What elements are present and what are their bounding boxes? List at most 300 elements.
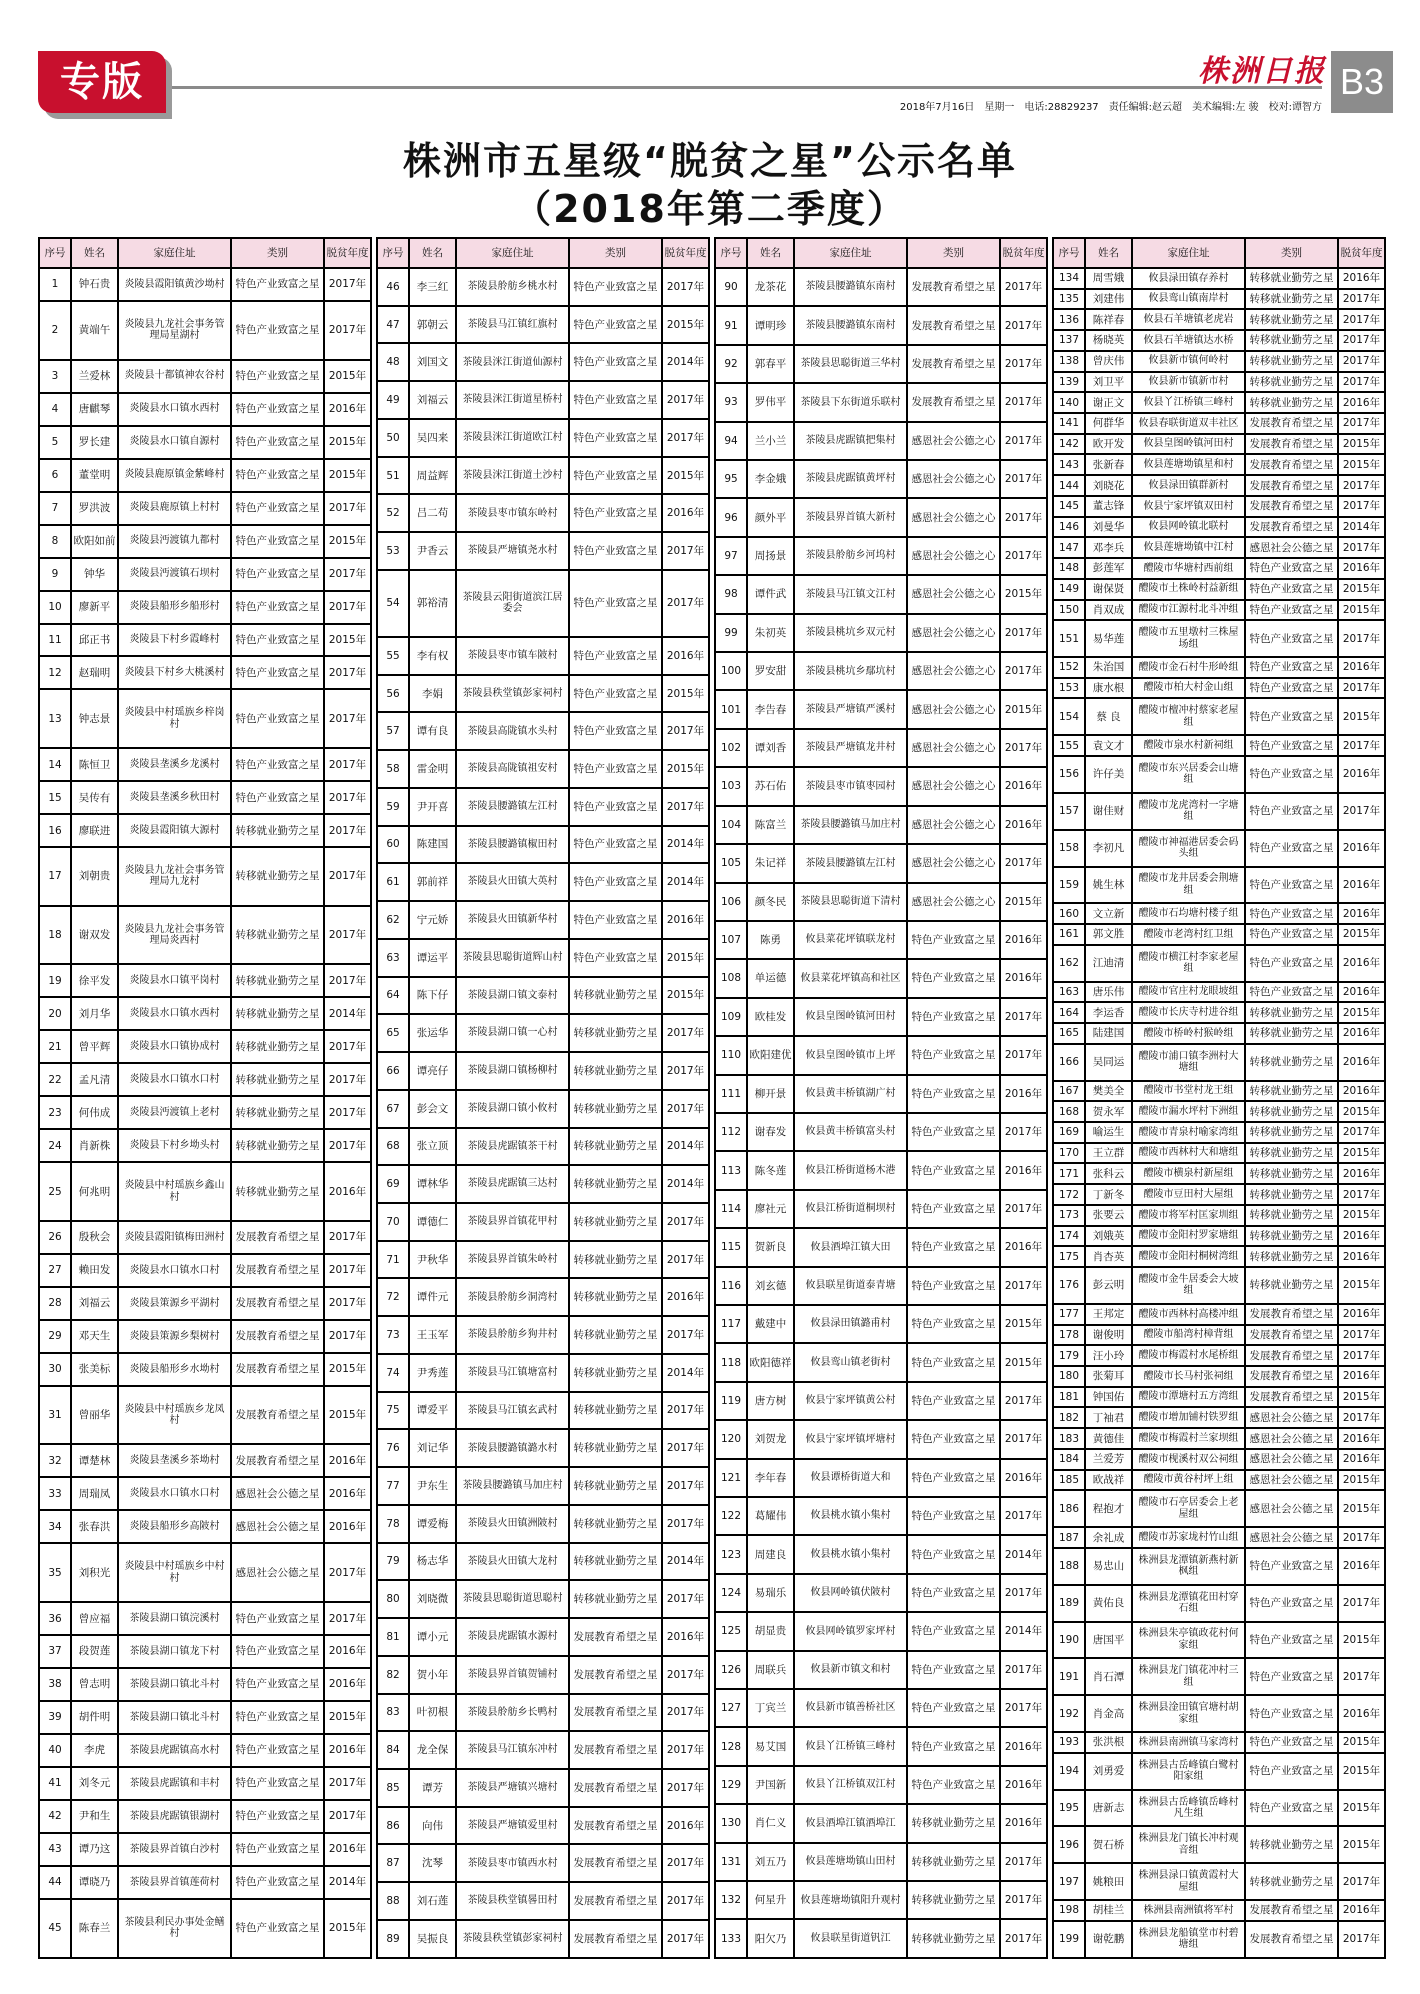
cell-seq: 145 [1053, 496, 1085, 517]
cell-category: 转移就业勤劳之星 [569, 1316, 662, 1354]
cell-seq: 113 [715, 1151, 747, 1189]
cell-seq: 67 [377, 1090, 409, 1128]
section-badge: 专版 [38, 51, 166, 113]
cell-name: 刘积光 [71, 1543, 118, 1602]
cell-year: 2017年 [324, 1096, 371, 1129]
cell-name: 李初凡 [1085, 830, 1132, 867]
cell-name: 丁新冬 [1085, 1184, 1132, 1205]
cell-name: 张运华 [409, 1014, 456, 1052]
cell-name: 何群华 [1085, 413, 1132, 434]
cell-name: 谭明珍 [747, 306, 794, 344]
cell-seq: 19 [39, 964, 71, 997]
cell-address: 炎陵县霞阳镇黄沙坳村 [118, 268, 231, 301]
cell-year: 2017年 [662, 1882, 709, 1920]
cell-seq: 105 [715, 844, 747, 882]
cell-category: 转移就业勤劳之星 [569, 1052, 662, 1090]
cell-year: 2017年 [324, 301, 371, 360]
cell-name: 徐平发 [71, 964, 118, 997]
cell-name: 唐国平 [1085, 1622, 1132, 1659]
cell-year: 2017年 [1000, 1881, 1047, 1919]
cell-seq: 64 [377, 977, 409, 1015]
cell-address: 茶陵县湖口镇北斗村 [118, 1668, 231, 1701]
cell-year: 2014年 [662, 1128, 709, 1166]
table-row [1053, 1267, 1385, 1304]
table-row [1053, 1387, 1385, 1408]
cell-address: 醴陵市将军村匡家圳组 [1132, 1205, 1245, 1226]
cell-name: 郭裕清 [409, 570, 456, 637]
cell-name: 李年春 [747, 1459, 794, 1497]
cell-seq: 29 [39, 1320, 71, 1353]
cell-year: 2017年 [1000, 498, 1047, 536]
cell-category: 特色产业致富之星 [907, 1535, 1000, 1573]
cell-category: 特色产业致富之星 [231, 656, 324, 689]
cell-year: 2017年 [1338, 735, 1385, 756]
cell-year: 2016年 [324, 1668, 371, 1701]
cell-address: 炎陵县下村乡大桃溪村 [118, 656, 231, 689]
cell-name: 胡桂兰 [1085, 1900, 1132, 1921]
table-row [715, 1497, 1047, 1535]
cell-year: 2017年 [1000, 537, 1047, 575]
cell-year: 2017年 [1338, 793, 1385, 830]
cell-seq: 60 [377, 826, 409, 864]
cell-address: 茶陵县湖口镇浣溪村 [118, 1602, 231, 1635]
cell-name: 张新春 [1085, 454, 1132, 475]
cell-category: 转移就业勤劳之星 [1245, 1267, 1338, 1304]
column-header-year: 脱贫年度 [324, 238, 371, 268]
cell-name: 李三红 [409, 268, 456, 306]
cell-name: 兰爱芳 [1085, 1449, 1132, 1470]
cell-category: 发展教育希望之星 [907, 268, 1000, 306]
cell-category: 感恩社会公德之心 [907, 652, 1000, 690]
cell-category: 特色产业致富之星 [231, 393, 324, 426]
cell-year: 2017年 [324, 268, 371, 301]
cell-seq: 118 [715, 1343, 747, 1381]
cell-name: 肖杏英 [1085, 1246, 1132, 1267]
table-row [1053, 289, 1385, 310]
cell-name: 谭件元 [409, 1278, 456, 1316]
cell-name: 向伟 [409, 1807, 456, 1845]
column-header-name: 姓名 [747, 238, 794, 268]
cell-address: 茶陵县马江镇玄武村 [456, 1392, 569, 1430]
cell-seq: 155 [1053, 735, 1085, 756]
cell-address: 株洲县龙船镇堂市村碧塘组 [1132, 1921, 1245, 1958]
table-row [1053, 434, 1385, 455]
cell-category: 特色产业致富之星 [231, 591, 324, 624]
table-row [39, 1510, 371, 1543]
cell-address: 炎陵县鹿原镇上村村 [118, 492, 231, 525]
cell-address: 茶陵县下东街道乐联村 [794, 383, 907, 421]
cell-category: 转移就业勤劳之星 [231, 964, 324, 997]
cell-seq: 120 [715, 1420, 747, 1458]
cell-seq: 116 [715, 1267, 747, 1305]
cell-seq: 32 [39, 1444, 71, 1477]
table-row [715, 422, 1047, 460]
cell-year: 2017年 [1338, 330, 1385, 351]
cell-seq: 75 [377, 1392, 409, 1430]
cell-year: 2017年 [662, 381, 709, 419]
cell-year: 2016年 [1338, 558, 1385, 579]
column-header-address: 家庭住址 [794, 238, 907, 268]
table-row [1053, 309, 1385, 330]
cell-year: 2016年 [1338, 1081, 1385, 1102]
cell-name: 张春洪 [71, 1510, 118, 1543]
cell-address: 攸县宁家坪镇双田村 [1132, 496, 1245, 517]
cell-seq: 100 [715, 652, 747, 690]
recipient-table [376, 237, 710, 1959]
issue-weekday: 星期一 [984, 102, 1015, 113]
table-row [1053, 1122, 1385, 1143]
cell-name: 刘贺龙 [747, 1420, 794, 1458]
cell-name: 易华莲 [1085, 620, 1132, 657]
cell-name: 谢保贤 [1085, 579, 1132, 600]
cell-name: 刘福云 [409, 381, 456, 419]
cell-name: 周瑞凤 [71, 1477, 118, 1510]
cell-address: 攸县桃水镇小集村 [794, 1497, 907, 1535]
cell-address: 炎陵县水口镇水口村 [118, 1254, 231, 1287]
cell-address: 茶陵县腰潞镇东南村 [794, 268, 907, 306]
cell-name: 江迪清 [1085, 945, 1132, 982]
cell-category: 特色产业致富之星 [1245, 1658, 1338, 1695]
cell-category: 转移就业勤劳之星 [569, 1543, 662, 1581]
cell-name: 曾志明 [71, 1668, 118, 1701]
cell-address: 茶陵县云阳街道滨江居委会 [456, 570, 569, 637]
table-row [377, 1731, 709, 1769]
table-row [39, 558, 371, 591]
cell-year: 2015年 [1338, 1101, 1385, 1122]
cell-name: 贺石桥 [1085, 1826, 1132, 1863]
table-row [1053, 600, 1385, 621]
cell-seq: 34 [39, 1510, 71, 1543]
cell-category: 特色产业致富之星 [231, 492, 324, 525]
table-row [1053, 1527, 1385, 1548]
cell-address: 茶陵县秩堂镇彭家祠村 [456, 1920, 569, 1958]
cell-address: 醴陵市东兴居委会山塘组 [1132, 756, 1245, 793]
cell-address: 攸县酒埠江镇大田 [794, 1228, 907, 1266]
cell-name: 谭爱平 [409, 1392, 456, 1430]
cell-address: 炎陵县策源乡梨树村 [118, 1320, 231, 1353]
cell-name: 董志锋 [1085, 496, 1132, 517]
cell-category: 发展教育希望之星 [1245, 454, 1338, 475]
table-header-row [39, 238, 371, 268]
cell-category: 发展教育希望之星 [231, 1320, 324, 1353]
table-row [377, 1165, 709, 1203]
cell-address: 株洲县渌口镇黄霞村大屋组 [1132, 1863, 1245, 1900]
cell-seq: 123 [715, 1535, 747, 1573]
table-row [1053, 1366, 1385, 1387]
cell-seq: 149 [1053, 579, 1085, 600]
cell-name: 朱治国 [1085, 657, 1132, 678]
cell-category: 转移就业勤劳之星 [231, 814, 324, 847]
cell-year: 2017年 [662, 1694, 709, 1732]
table-row [1053, 1023, 1385, 1044]
cell-name: 宁元娇 [409, 901, 456, 939]
cell-category: 转移就业勤劳之星 [1245, 1205, 1338, 1226]
cell-address: 攸县桃水镇小集村 [794, 1535, 907, 1573]
cell-category: 转移就业勤劳之星 [569, 1580, 662, 1618]
cell-category: 感恩社会公德之星 [1245, 1449, 1338, 1470]
cell-year: 2017年 [1338, 475, 1385, 496]
cell-year: 2014年 [662, 1354, 709, 1392]
cell-name: 康水根 [1085, 678, 1132, 699]
table-row [377, 712, 709, 750]
cell-seq: 182 [1053, 1407, 1085, 1428]
cell-address: 攸县酒埠江镇酒埠江 [794, 1804, 907, 1842]
cell-seq: 103 [715, 767, 747, 805]
cell-year: 2017年 [1338, 1658, 1385, 1695]
cell-address: 攸县鸾山镇老街村 [794, 1343, 907, 1381]
cell-category: 特色产业致富之星 [1245, 1695, 1338, 1732]
table-row [1053, 392, 1385, 413]
cell-seq: 41 [39, 1767, 71, 1800]
cell-address: 醴陵市龙虎湾村一字塘组 [1132, 793, 1245, 830]
cell-address: 醴陵市老湾村红卫组 [1132, 924, 1245, 945]
cell-year: 2016年 [324, 1477, 371, 1510]
cell-seq: 48 [377, 343, 409, 381]
cell-seq: 132 [715, 1881, 747, 1919]
table-row [39, 1254, 371, 1287]
table-row [39, 748, 371, 781]
cell-name: 谭刘香 [747, 729, 794, 767]
column-header-year: 脱贫年度 [1338, 238, 1385, 268]
cell-name: 罗伟平 [747, 383, 794, 421]
cell-seq: 61 [377, 863, 409, 901]
cell-year: 2016年 [1000, 921, 1047, 959]
cell-address: 攸县鸾山镇南岸村 [1132, 289, 1245, 310]
cell-address: 炎陵县中村瑶族乡中村村 [118, 1543, 231, 1602]
table-row [39, 492, 371, 525]
table-row [1053, 1184, 1385, 1205]
cell-year: 2016年 [662, 1278, 709, 1316]
cell-category: 转移就业勤劳之星 [569, 1014, 662, 1052]
cell-category: 特色产业致富之星 [569, 268, 662, 306]
cell-name: 尹国新 [747, 1766, 794, 1804]
cell-seq: 56 [377, 675, 409, 713]
cell-year: 2017年 [662, 1769, 709, 1807]
cell-name: 文立新 [1085, 903, 1132, 924]
cell-name: 刘国文 [409, 343, 456, 381]
cell-category: 发展教育希望之星 [1245, 1921, 1338, 1958]
cell-seq: 152 [1053, 657, 1085, 678]
cell-address: 株洲县古岳峰镇白鹭村阳家组 [1132, 1753, 1245, 1790]
cell-seq: 97 [715, 537, 747, 575]
cell-name: 唐方树 [747, 1382, 794, 1420]
cell-seq: 66 [377, 1052, 409, 1090]
cell-year: 2015年 [1338, 1470, 1385, 1491]
cell-address: 茶陵县高陇镇祖安村 [456, 750, 569, 788]
cell-category: 发展教育希望之星 [1245, 1325, 1338, 1346]
cell-year: 2017年 [324, 748, 371, 781]
cell-category: 特色产业致富之星 [1245, 600, 1338, 621]
cell-year: 2014年 [662, 1543, 709, 1581]
cell-seq: 146 [1053, 517, 1085, 538]
cell-category: 发展教育希望之星 [231, 1287, 324, 1320]
cell-category: 特色产业致富之星 [1245, 698, 1338, 735]
cell-name: 刘福云 [71, 1287, 118, 1320]
cell-year: 2014年 [1000, 1612, 1047, 1650]
cell-seq: 87 [377, 1844, 409, 1882]
table-row [715, 1036, 1047, 1074]
cell-seq: 22 [39, 1063, 71, 1096]
cell-seq: 5 [39, 426, 71, 459]
cell-address: 醴陵市官庄村龙眼坡组 [1132, 982, 1245, 1003]
cell-seq: 127 [715, 1689, 747, 1727]
cell-name: 吴传有 [71, 781, 118, 814]
cell-category: 感恩社会公德之心 [907, 844, 1000, 882]
cell-address: 醴陵市长马村张祠组 [1132, 1366, 1245, 1387]
table-row [377, 381, 709, 419]
cell-category: 转移就业勤劳之星 [231, 1063, 324, 1096]
cell-year: 2016年 [1338, 982, 1385, 1003]
cell-address: 茶陵县洣江街道欧江村 [456, 419, 569, 457]
cell-seq: 170 [1053, 1143, 1085, 1164]
cell-seq: 8 [39, 525, 71, 558]
table-row [377, 570, 709, 637]
table-row [715, 306, 1047, 344]
cell-seq: 188 [1053, 1548, 1085, 1585]
cell-category: 特色产业致富之星 [1245, 1622, 1338, 1659]
cell-year: 2014年 [324, 997, 371, 1030]
cell-category: 发展教育希望之星 [569, 1920, 662, 1958]
cell-seq: 55 [377, 637, 409, 675]
cell-address: 茶陵县枣市镇东岭村 [456, 494, 569, 532]
table-row [715, 767, 1047, 805]
cell-address: 茶陵县思聪街道下清村 [794, 883, 907, 921]
table-row [39, 393, 371, 426]
cell-address: 攸县丫江桥镇三峰村 [794, 1727, 907, 1765]
cell-seq: 115 [715, 1228, 747, 1266]
cell-year: 2017年 [324, 1129, 371, 1162]
cell-category: 特色产业致富之星 [907, 1305, 1000, 1343]
cell-year: 2015年 [1338, 1267, 1385, 1304]
cell-year: 2017年 [324, 781, 371, 814]
cell-seq: 156 [1053, 756, 1085, 793]
cell-year: 2017年 [324, 964, 371, 997]
cell-category: 特色产业致富之星 [569, 343, 662, 381]
cell-address: 醴陵市檀冲村蔡家老屋组 [1132, 698, 1245, 735]
cell-seq: 58 [377, 750, 409, 788]
cell-year: 2017年 [662, 1429, 709, 1467]
cell-seq: 168 [1053, 1101, 1085, 1122]
cell-year: 2017年 [1000, 1113, 1047, 1151]
cell-seq: 166 [1053, 1044, 1085, 1081]
cell-year: 2017年 [1000, 1843, 1047, 1881]
recipient-table [1052, 237, 1386, 1959]
table-row [377, 675, 709, 713]
cell-address: 茶陵县火田镇洲陂村 [456, 1505, 569, 1543]
table-row [1053, 924, 1385, 945]
newspaper-logo: 株洲日报 [1198, 54, 1326, 89]
cell-category: 特色产业致富之星 [907, 921, 1000, 959]
cell-name: 谭运平 [409, 939, 456, 977]
cell-name: 谭小元 [409, 1618, 456, 1656]
cell-year: 2015年 [1338, 1143, 1385, 1164]
table-row [1053, 1470, 1385, 1491]
column-header-address: 家庭住址 [1132, 238, 1245, 268]
cell-seq: 50 [377, 419, 409, 457]
cell-address: 炎陵县水口镇水西村 [118, 997, 231, 1030]
cell-year: 2016年 [324, 1510, 371, 1543]
cell-seq: 175 [1053, 1246, 1085, 1267]
cell-address: 炎陵县水口镇水口村 [118, 1063, 231, 1096]
cell-name: 雷金明 [409, 750, 456, 788]
cell-address: 炎陵县中村瑶族乡龙凤村 [118, 1386, 231, 1445]
cell-address: 炎陵县十都镇神农谷村 [118, 360, 231, 393]
cell-year: 2016年 [1000, 1727, 1047, 1765]
cell-address: 茶陵县界首镇贺铺村 [456, 1656, 569, 1694]
cell-year: 2017年 [662, 1731, 709, 1769]
cell-category: 发展教育希望之星 [1245, 496, 1338, 517]
cell-category: 特色产业致富之星 [907, 1766, 1000, 1804]
cell-category: 特色产业致富之星 [907, 1574, 1000, 1612]
table-row [1053, 330, 1385, 351]
cell-year: 2017年 [1000, 844, 1047, 882]
cell-year: 2017年 [1338, 1585, 1385, 1622]
table-row [39, 1221, 371, 1254]
cell-year: 2017年 [662, 788, 709, 826]
cell-address: 茶陵县湖口镇北斗村 [118, 1701, 231, 1734]
cell-category: 特色产业致富之星 [569, 863, 662, 901]
cell-category: 转移就业勤劳之星 [231, 1162, 324, 1221]
table-row [377, 1316, 709, 1354]
cell-year: 2015年 [1338, 924, 1385, 945]
table-row [1053, 1428, 1385, 1449]
cell-seq: 83 [377, 1694, 409, 1732]
cell-name: 蔡 良 [1085, 698, 1132, 735]
cell-name: 董堂明 [71, 459, 118, 492]
table-row [1053, 735, 1385, 756]
cell-address: 攸县宁家坪镇坪塘村 [794, 1420, 907, 1458]
cell-address: 炎陵县中村瑶族乡梓岗村 [118, 689, 231, 748]
cell-year: 2017年 [662, 1505, 709, 1543]
cell-name: 郭朝云 [409, 306, 456, 344]
cell-name: 谭德仁 [409, 1203, 456, 1241]
table-header-row [715, 238, 1047, 268]
cell-address: 醴陵市黄谷村坪上组 [1132, 1470, 1245, 1491]
cell-category: 发展教育希望之星 [907, 345, 1000, 383]
issue-meta-line [900, 98, 1322, 113]
cell-year: 2017年 [662, 1014, 709, 1052]
cell-address: 攸县网岭镇伏陂村 [794, 1574, 907, 1612]
cell-name: 刘勇爱 [1085, 1753, 1132, 1790]
cell-name: 叶初根 [409, 1694, 456, 1732]
cell-year: 2017年 [662, 1844, 709, 1882]
cell-seq: 185 [1053, 1470, 1085, 1491]
column-header-seq: 序号 [39, 238, 71, 268]
cell-seq: 38 [39, 1668, 71, 1701]
table-row [39, 1635, 371, 1668]
cell-seq: 43 [39, 1833, 71, 1866]
cell-seq: 80 [377, 1580, 409, 1618]
table-row [39, 1477, 371, 1510]
cell-year: 2016年 [1338, 830, 1385, 867]
cell-seq: 40 [39, 1734, 71, 1767]
cell-name: 钟志景 [71, 689, 118, 748]
cell-category: 特色产业致富之星 [1245, 867, 1338, 904]
table-row [715, 1190, 1047, 1228]
cell-address: 攸县丫江桥镇双江村 [794, 1766, 907, 1804]
cell-year: 2017年 [1000, 614, 1047, 652]
cell-seq: 106 [715, 883, 747, 921]
table-row [39, 1866, 371, 1899]
cell-address: 炎陵县霞阳镇梅田洲村 [118, 1221, 231, 1254]
cell-category: 转移就业勤劳之星 [1245, 1163, 1338, 1184]
column-header-seq: 序号 [1053, 238, 1085, 268]
cell-year: 2017年 [1338, 309, 1385, 330]
cell-name: 谭晓乃 [71, 1866, 118, 1899]
cell-seq: 45 [39, 1899, 71, 1958]
cell-name: 张要云 [1085, 1205, 1132, 1226]
cell-name: 兰爱林 [71, 360, 118, 393]
